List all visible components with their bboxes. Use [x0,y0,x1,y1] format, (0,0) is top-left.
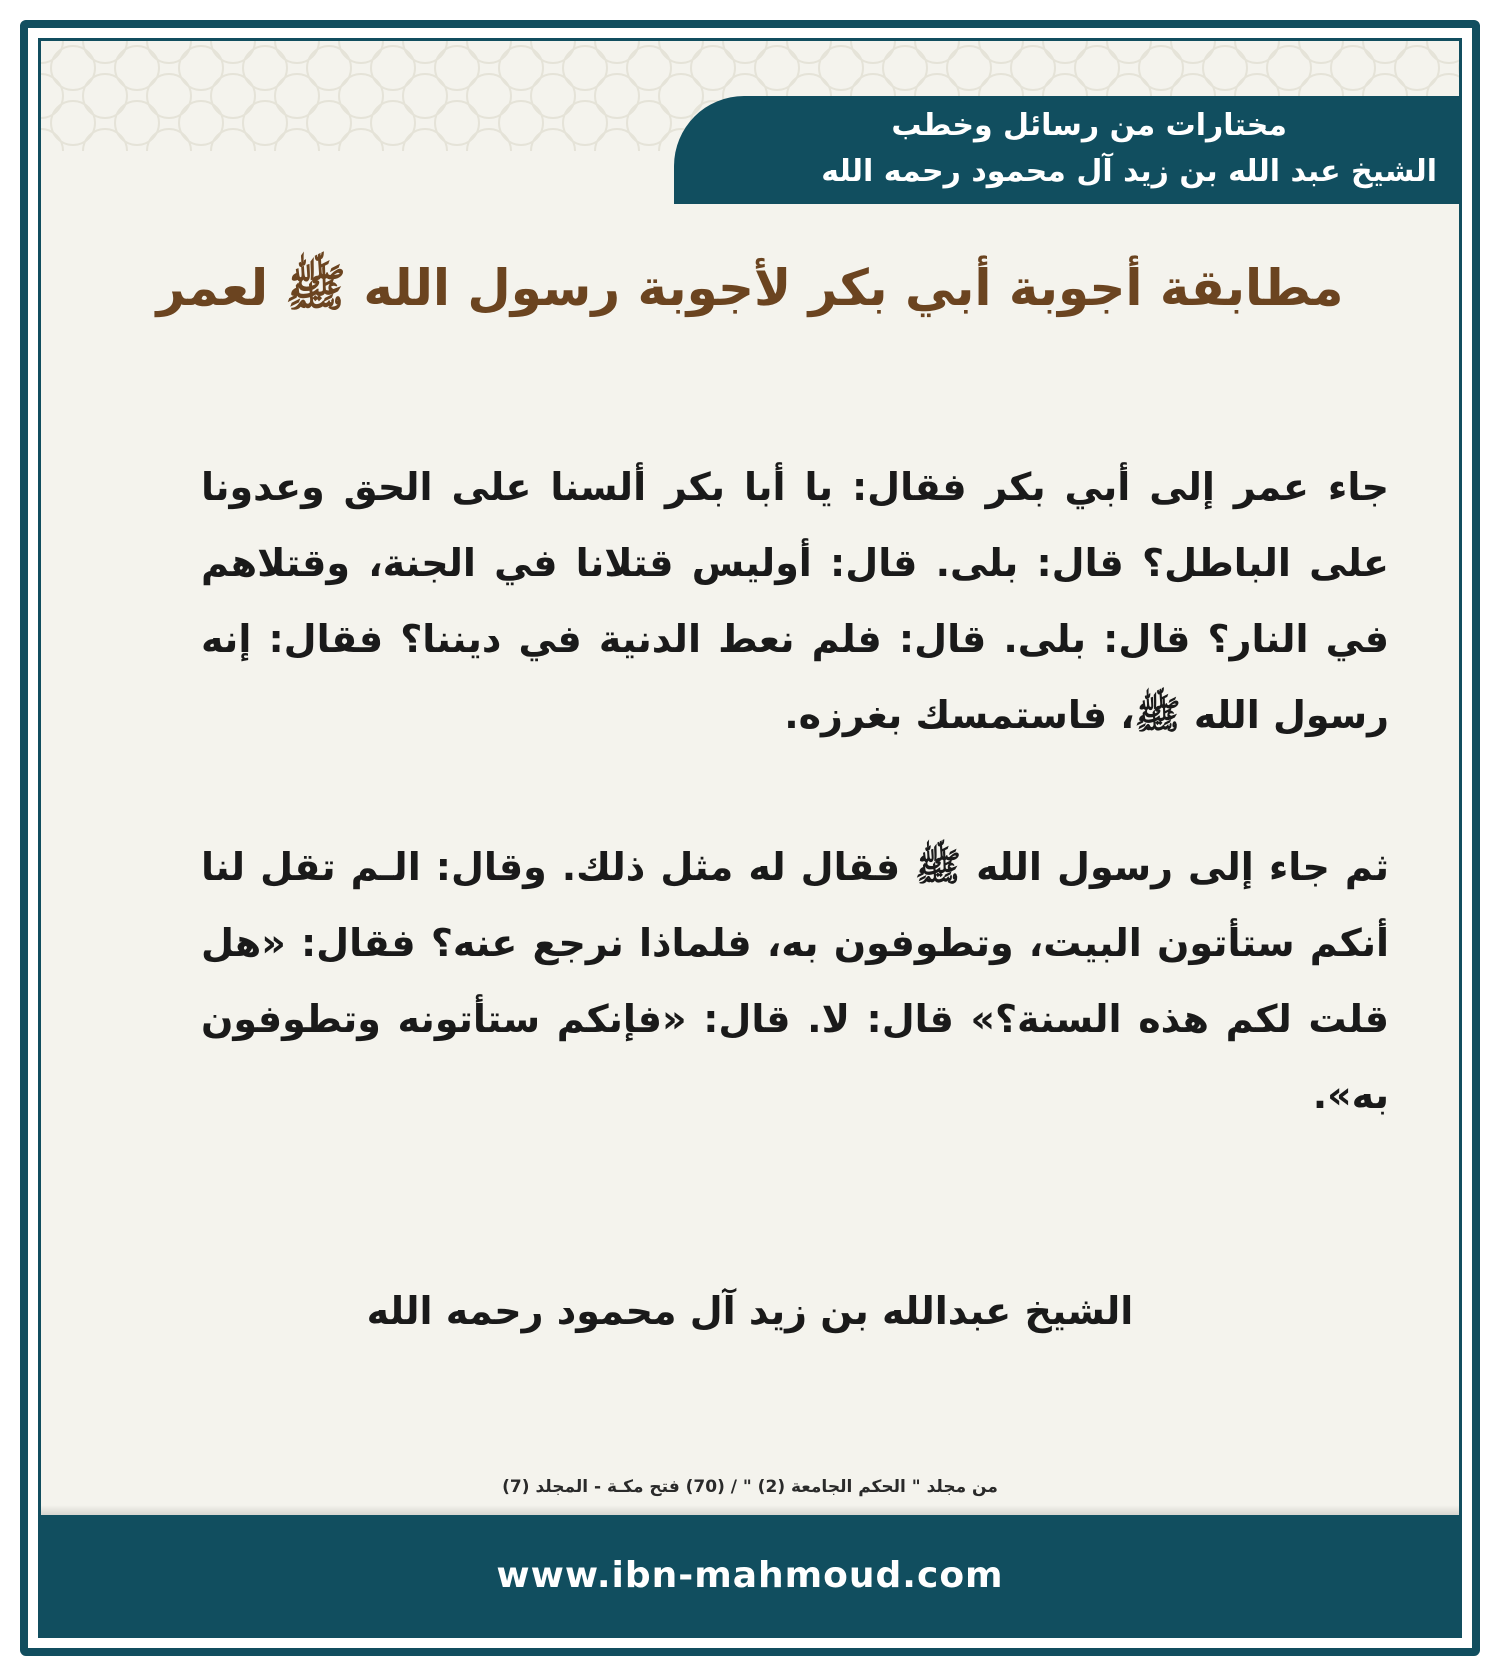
footer-divider [41,1505,1459,1515]
header-banner [674,96,1459,204]
source-citation: من مجلد " الحكم الجامعة (2) " / (70) فتح مكـة - المجلد (7) [502,1477,998,1497]
outer-frame [20,20,1480,1656]
page-title: مطابقة أجوبة أبي بكر لأجوبة رسول الله ﷺ لعمر [156,259,1344,317]
content-panel [38,38,1462,1638]
series-author: الشيخ عبد الله بن زيد آل محمود رحمه الله [821,154,1437,189]
article-body [201,449,1389,1209]
author-signature: الشيخ عبدالله بن زيد آل محمود رحمه الله [366,1289,1134,1333]
paragraph-1: جاء عمر إلى أبي بكر فقال: يا أبا بكر ألسنا على الحق وعدونا على الباطل؟ قال: بلى. قال: أوليس قتلانا في الجنة، وقتلاهم في النار؟ قال: بلى. قال: فلم نعط الدنية في ديننا؟ فقال: إنه رسول الله ﷺ، فاستمسك بغرزه. [201,465,1389,737]
website-link[interactable]: www.ibn-mahmoud.com [496,1554,1004,1596]
paragraph-2: ثم جاء إلى رسول الله ﷺ فقال له مثل ذلك. وقال: الـم تقل لنا أنكم ستأتون البيت، وتطوفون به، فلماذا نرجع عنه؟ فقال: «هل قلت لكم هذه السنة؟» قال: لا. قال: «فإنكم ستأتونه وتطوفون به». [201,845,1389,1117]
series-title: مختارات من رسائل وخطب [891,108,1287,143]
footer-bar [41,1515,1459,1635]
